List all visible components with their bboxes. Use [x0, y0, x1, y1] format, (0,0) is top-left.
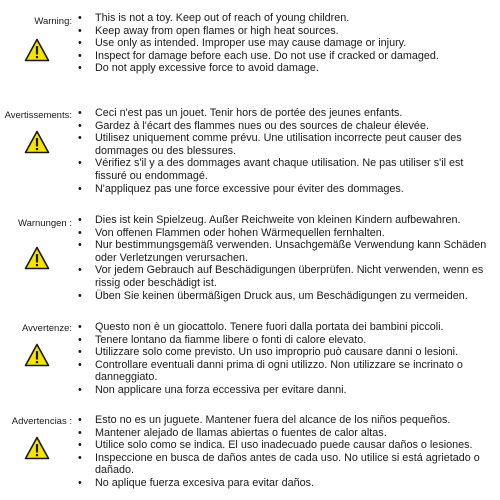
list-item: • Do not apply excessive force to avoid damage. — [78, 62, 498, 75]
list-item: • Inspect for damage before each use. Do not use if cracked or damaged. — [78, 50, 498, 63]
warning-triangle-icon — [24, 130, 50, 154]
warning-section-de — [0, 212, 500, 312]
list-item: • Questo non è un giocattolo. Tenere fuori dalla portata dei bambini piccoli. — [78, 321, 498, 334]
list-item: • This is not a toy. Keep out of reach of young children. — [78, 12, 498, 25]
section-label: Warning: — [34, 16, 72, 27]
list-item: • Nur bestimmungsgemäß verwenden. Unsachgemäße Verwendung kann Schäden oder Verletzungen verursachen. — [78, 239, 498, 264]
list-item: • Vérifiez s'il y a des dommages avant chaque utilisation. Ne pas utiliser s'il est fissuré ou endommagé. — [78, 157, 498, 182]
list-item: • Use only as intended. Improper use may cause damage or injury. — [78, 37, 498, 50]
warning-list — [78, 321, 498, 397]
warning-triangle-icon — [24, 343, 50, 367]
list-item: • Dies ist kein Spielzeug. Außer Reichweite von kleinen Kindern aufbewahren. — [78, 214, 498, 227]
list-item: • Tenere lontano da fiamme libere o fonti di calore elevato. — [78, 334, 498, 347]
section-label: Warnungen : — [17, 218, 72, 229]
list-item: • Utilizzare solo come previsto. Un uso improprio può causare danni o lesioni. — [78, 346, 498, 359]
section-label: Advertencias : — [11, 416, 72, 427]
list-item: • Non applicare una forza eccessiva per evitare danni. — [78, 384, 498, 397]
warning-list — [78, 107, 498, 195]
list-item: • Utilice solo como se indica. El uso inadecuado puede causar daños o lesiones. — [78, 439, 498, 452]
section-label: Avvertenze: — [22, 323, 72, 334]
warning-section-fr — [0, 105, 500, 205]
list-item: • Üben Sie keinen übermäßigen Druck aus, um Beschädigungen zu vermeiden. — [78, 290, 498, 303]
warning-list — [78, 12, 498, 75]
section-label: Avertissements: — [4, 110, 72, 121]
warning-triangle-icon — [24, 436, 50, 460]
list-item: • N'appliquez pas une force excessive pour éviter des dommages. — [78, 183, 498, 196]
list-item: • Utilisez uniquement comme prévu. Une utilisation incorrecte peut causer des dommages ou des blessures. — [78, 132, 498, 157]
list-item: • Vor jedem Gebrauch auf Beschädigungen überprüfen. Nicht verwenden, wenn es rissig oder beschädigt ist. — [78, 264, 498, 289]
warning-list — [78, 414, 498, 490]
list-item: • Mantener alejado de llamas abiertas o fuentes de calor altas. — [78, 427, 498, 440]
list-item: • No aplique fuerza excesiva para evitar daños. — [78, 477, 498, 490]
warning-list — [78, 214, 498, 302]
warning-section-en — [0, 10, 500, 90]
list-item: • Esto no es un juguete. Mantener fuera del alcance de los niños pequeños. — [78, 414, 498, 427]
list-item: • Keep away from open flames or high heat sources. — [78, 25, 498, 38]
warning-section-es — [0, 412, 500, 500]
warning-section-it — [0, 319, 500, 409]
list-item: • Gardez à l'écart des flammes nues ou des sources de chaleur élevée. — [78, 120, 498, 133]
list-item: • Von offenen Flammen oder hohen Wärmequellen fernhalten. — [78, 227, 498, 240]
list-item: • Controllare eventuali danni prima di ogni utilizzo. Non utilizzare se incrinato o danneggiato. — [78, 359, 498, 384]
list-item: • Inspeccione en busca de daños antes de cada uso. No utilice si está agrietado o dañado. — [78, 452, 498, 477]
warning-triangle-icon — [24, 246, 50, 270]
list-item: • Ceci n'est pas un jouet. Tenir hors de portée des jeunes enfants. — [78, 107, 498, 120]
warning-triangle-icon — [24, 38, 50, 62]
